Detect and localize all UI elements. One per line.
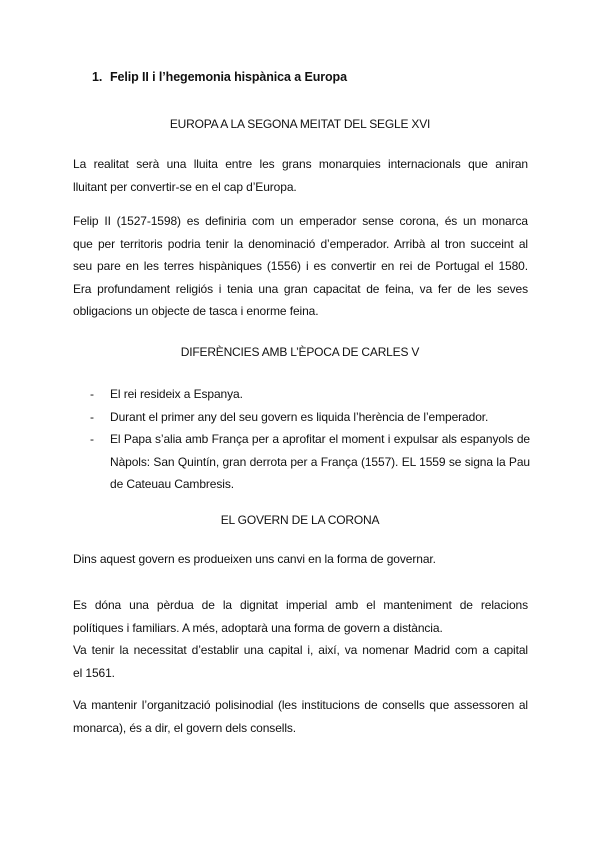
text-line: Va mantenir l’organització polisinodial (les institucions de consells que assessoren al [73,698,528,712]
section-title-diferencies: DIFERÈNCIES AMB L’ÈPOCA DE CARLES V [180,345,420,359]
differences-list [88,383,530,496]
paragraph-realitat [73,153,528,198]
text-line: que per territoris podria tenir la denominació d’emperador. Arribà al tron succeint al [73,236,528,251]
heading-title: Felip II i l’hegemonia hispànica a Europa [110,70,347,84]
text-line: lluitant per convertir-se en el cap d’Europa. [73,179,297,194]
text-line: polítiques i familiars. A més, adoptarà una forma de govern a distància. [73,620,443,635]
text-line: seu pare en les terres hispàniques (1556) i es convertir en rei de Portugal el 1580. [73,259,528,273]
text-line: monarca), és a dir, el govern dels consells. [73,720,297,735]
list-item-text: Durant el primer any del seu govern es liquida l’herència de l’emperador. [110,409,489,424]
text-line: Era profundament religiós i tenia una gran capacitat de feina, va fer de les seves [73,281,528,296]
text-line: Es dóna una pèrdua de la dignitat imperial amb el manteniment de relacions [73,598,528,612]
bullet-dash: - [90,409,94,424]
list-item-text: El rei resideix a Espanya. [110,387,243,401]
paragraph-perdua [73,594,528,684]
text-line: Dins aquest govern es produeixen uns canvi en la forma de governar. [73,552,436,566]
list-item [88,428,530,496]
paragraph-dins [73,548,528,571]
chapter-heading [92,70,347,84]
text-line: obligacions un objecte de tasca i enorme feina. [73,304,319,318]
section-title-govern: EL GOVERN DE LA CORONA [220,513,380,527]
text-line: Felip II (1527-1598) es definiria com un emperador sense corona, és un monarca [73,214,528,228]
bullet-dash: - [90,387,94,401]
paragraph-polisinodial [73,694,528,739]
section-title-europa: EUROPA A LA SEGONA MEITAT DEL SEGLE XVI [169,117,431,131]
list-item [88,406,530,429]
paragraph-felip [73,210,528,323]
text-line: Va tenir la necessitat d’establir una capital i, així, va nomenar Madrid com a capital [73,643,528,657]
heading-number: 1. [92,70,103,84]
bullet-dash: - [90,432,94,446]
text-line: La realitat serà una lluita entre les grans monarquies internacionals que aniran [73,157,528,171]
text-line: el 1561. [73,665,115,680]
list-item-text: El Papa s’alia amb França per a aprofitar el moment i expulsar als espanyols de Nàpols: San Quintín, gran derrota per a França (1557). EL 1559 se signa la Pau de Cateuau Cambresis. [110,432,530,491]
list-item [88,383,530,406]
